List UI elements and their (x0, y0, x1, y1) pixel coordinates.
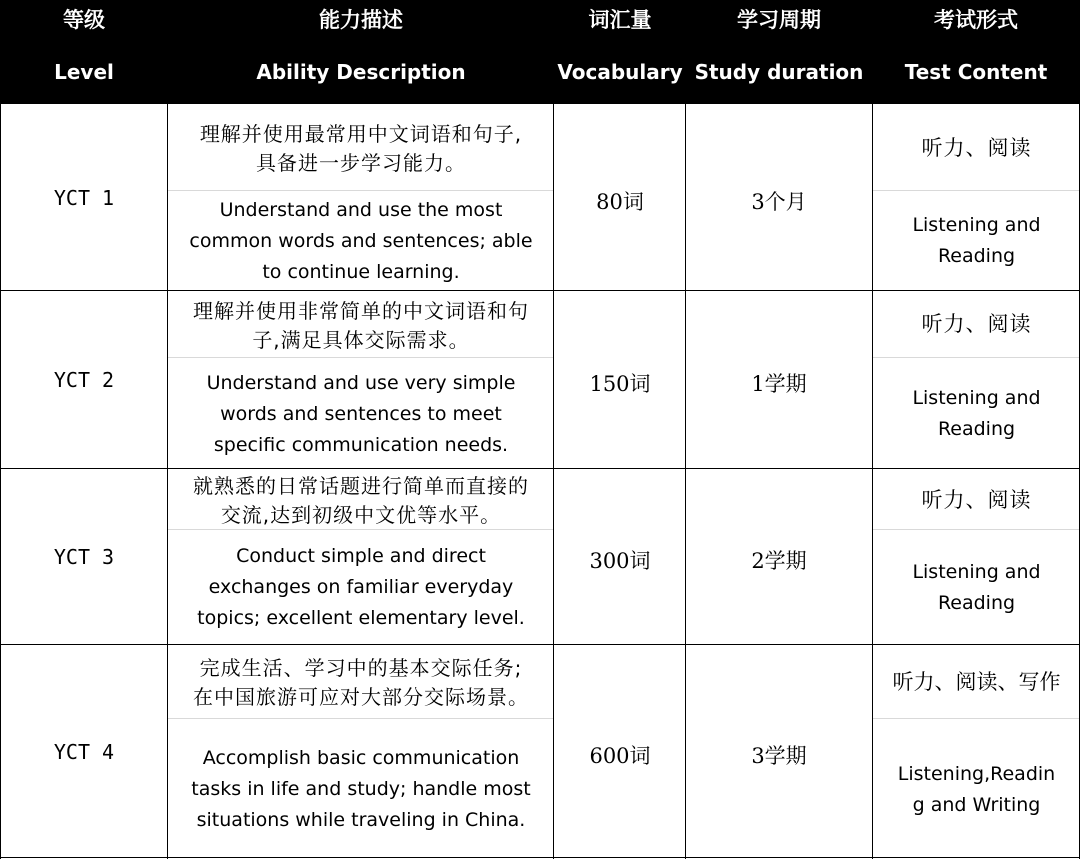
header-level-en: Level (54, 60, 114, 84)
test-en-line: g and Writing (912, 794, 1041, 816)
description-zh (168, 654, 554, 712)
duration-cell: 3个月 (751, 190, 807, 214)
header-duration-en: Study duration (694, 60, 864, 84)
cell-separator (168, 357, 553, 358)
vocabulary-cell: 80词 (596, 190, 644, 214)
description-zh-line: 理解并使用非常简单的中文词语和句 (193, 299, 529, 323)
duration-cell: 1学期 (751, 372, 807, 396)
test-en-line: Reading (937, 592, 1016, 614)
row-divider (0, 468, 1080, 469)
test-zh: 听力、阅读、写作 (892, 670, 1061, 694)
header-description-zh: 能力描述 (319, 8, 403, 32)
header-duration-zh: 学习周期 (737, 8, 821, 32)
description-en-line: Accomplish basic communication (202, 747, 520, 769)
description-en (168, 195, 554, 288)
test-en (873, 383, 1080, 445)
vocabulary-cell: 150词 (589, 372, 651, 396)
test-en-line: Reading (937, 418, 1016, 440)
description-zh-line: 完成生活、学习中的基本交际任务; (199, 656, 523, 680)
header-level-zh: 等级 (63, 8, 105, 32)
header-vocabulary-en: Vocabulary (557, 60, 683, 84)
cell-separator (873, 357, 1079, 358)
header-test-zh: 考试形式 (934, 8, 1018, 32)
test-en-line: Listening and (912, 214, 1041, 236)
description-en (168, 368, 554, 461)
description-zh (168, 120, 554, 178)
description-zh-line: 子,满足具体交际需求。 (252, 328, 470, 352)
header-test-en: Test Content (904, 60, 1048, 84)
test-en (873, 759, 1080, 821)
description-en-line: exchanges on familiar everyday (208, 576, 514, 598)
description-en (168, 743, 554, 836)
description-en-line: common words and sentences; able (189, 230, 533, 252)
description-en-line: Understand and use very simple (206, 372, 516, 394)
description-en-line: Conduct simple and direct (236, 545, 486, 567)
description-zh-line: 在中国旅游可应对大部分交际场景。 (193, 685, 529, 709)
description-en-line: Understand and use the most (219, 199, 503, 221)
level-cell: YCT 4 (53, 740, 115, 764)
test-en-line: Reading (937, 245, 1016, 267)
level-cell: YCT 2 (53, 368, 115, 392)
test-en-line: Listening and (912, 387, 1041, 409)
description-zh-line: 交流,达到初级中文优等水平。 (220, 503, 502, 527)
test-en-line: Listening,Readin (897, 763, 1056, 785)
duration-cell: 3学期 (751, 744, 807, 768)
test-en (873, 557, 1080, 619)
test-en (873, 210, 1080, 272)
description-zh (168, 472, 554, 530)
description-en-line: situations while traveling in China. (196, 809, 526, 831)
description-zh-line: 具备进一步学习能力。 (256, 151, 466, 175)
description-zh (168, 297, 554, 355)
test-zh: 听力、阅读 (921, 312, 1032, 336)
row-divider (0, 857, 1080, 858)
cell-separator (873, 718, 1079, 719)
description-en-line: specific communication needs. (213, 434, 509, 456)
description-zh-line: 理解并使用最常用中文词语和句子, (199, 122, 523, 146)
row-divider (0, 290, 1080, 291)
test-zh: 听力、阅读 (921, 136, 1032, 160)
header-description-en: Ability Description (256, 60, 466, 84)
level-cell: YCT 3 (53, 545, 115, 569)
cell-separator (873, 190, 1079, 191)
description-en-line: words and sentences to meet (220, 403, 502, 425)
row-divider (0, 644, 1080, 645)
header-vocabulary-zh: 词汇量 (588, 8, 652, 32)
test-zh: 听力、阅读 (921, 488, 1032, 512)
description-en (168, 541, 554, 634)
vocabulary-cell: 300词 (589, 549, 651, 573)
description-zh-line: 就熟悉的日常话题进行简单而直接的 (193, 474, 529, 498)
level-cell: YCT 1 (53, 186, 115, 210)
description-en-line: to continue learning. (262, 261, 460, 283)
test-en-line: Listening and (912, 561, 1041, 583)
description-en-line: topics; excellent elementary level. (197, 607, 525, 629)
table-header (0, 0, 1080, 104)
cell-separator (873, 529, 1079, 530)
cell-separator (168, 190, 553, 191)
description-en-line: tasks in life and study; handle most (191, 778, 531, 800)
vocabulary-cell: 600词 (589, 744, 651, 768)
cell-separator (168, 718, 553, 719)
duration-cell: 2学期 (751, 549, 807, 573)
